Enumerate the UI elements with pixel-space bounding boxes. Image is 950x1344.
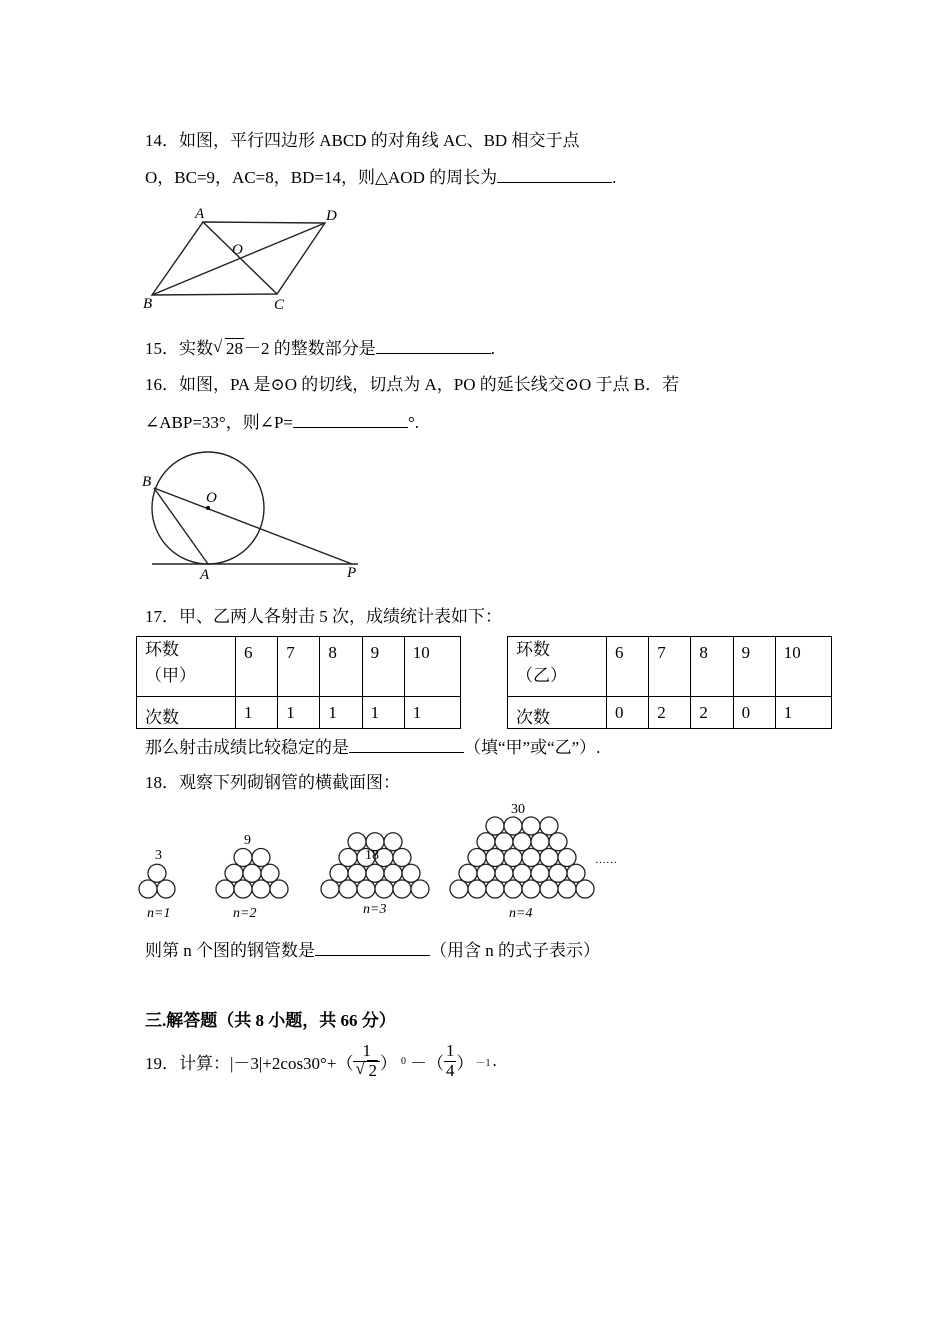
row-label-cell: 次数 [508, 697, 607, 729]
row-label-cell: 次数 [137, 697, 236, 729]
q19-mid3: ） [456, 1053, 474, 1073]
ring-cell: 6 [607, 637, 649, 697]
q18-text: 18．观察下列砌钢管的横截面图： [145, 773, 400, 792]
header-label-line1: 环数 [145, 640, 179, 659]
pipe-circle [411, 880, 429, 898]
table-row [508, 637, 832, 697]
q19-sqrt [355, 1058, 378, 1081]
q19-frac2-denominator: 4 [445, 1060, 455, 1080]
q16-line1: 16．如图，PA 是⊙O 的切线，切点为 A，PO 的延长线交⊙O 于点 B．若 [145, 375, 680, 394]
pipe-circle [321, 880, 339, 898]
pipe-circle [384, 833, 402, 851]
q18-answer-prefix: 则第 n 个图的钢管数是 [145, 941, 315, 960]
pipe-circle [468, 849, 486, 867]
pipe-circle [522, 849, 540, 867]
pipe-circle [504, 817, 522, 835]
ring-cell: 10 [404, 637, 460, 697]
q16-circle-tangent-figure [140, 446, 370, 584]
q16-answer-blank [293, 413, 408, 428]
q17-table-jia [136, 636, 461, 729]
pipe-circle [234, 880, 252, 898]
q18-label-4: n=4 [509, 906, 533, 921]
q17-text: 17．甲、乙两人各射击 5 次，成绩统计表如下： [145, 607, 502, 626]
q17-answer-prefix: 那么射击成绩比较稳定的是 [145, 738, 349, 757]
q14-label-D: D [326, 208, 337, 224]
pipe-circle [549, 864, 567, 882]
count-cell: 2 [691, 697, 733, 729]
pipe-circle [270, 880, 288, 898]
pipe-circle [375, 880, 393, 898]
pipe-circle [504, 849, 522, 867]
pipe-circle [486, 849, 504, 867]
q16-label-B: B [142, 474, 152, 490]
count-cell: 1 [236, 697, 278, 729]
q17-answer-line [145, 733, 600, 758]
pipe-circle [339, 849, 357, 867]
pipe-circle [148, 864, 166, 882]
q14-label-C: C [274, 297, 285, 313]
pipe-circle [486, 880, 504, 898]
pipe-circle [504, 880, 522, 898]
pipe-circle [567, 864, 585, 882]
pipe-circle [576, 880, 594, 898]
q19-line [145, 1042, 497, 1080]
q18-answer-line [145, 936, 600, 961]
pipe-circle [348, 833, 366, 851]
q18-pipes-figure [135, 795, 625, 925]
q18-label-1: n=1 [147, 906, 171, 921]
q14-line1: 14．如图，平行四边形 ABCD 的对角线 AC、BD 相交于点 [145, 131, 580, 150]
pipe-circle [531, 864, 549, 882]
sqrt-icon: √ [213, 337, 223, 356]
q18-count-4: 30 [511, 802, 525, 817]
q18-ellipsis: …… [595, 854, 617, 866]
pipe-circle [522, 817, 540, 835]
q19-exp1: 0 [400, 1055, 406, 1067]
q18-answer-suffix: （用含 n 的式子表示） [430, 941, 600, 960]
q17-answer-suffix: （填“甲”或“乙”）. [464, 738, 601, 757]
q19-prefix: 19．计算：|－3|+2cos30°+（ [145, 1053, 354, 1073]
header-label-cell [508, 637, 607, 697]
q16-line2 [145, 408, 419, 433]
pipe-circle [243, 864, 261, 882]
pipe-circle [139, 880, 157, 898]
q15-end: . [490, 339, 495, 358]
header-label-line2: （乙） [516, 666, 567, 685]
section3-title: 三.解答题（共 8 小题，共 66 分） [145, 1011, 396, 1030]
count-cell: 1 [320, 697, 362, 729]
pipe-circle [495, 864, 513, 882]
count-cell: 1 [278, 697, 320, 729]
q14-parallelogram-figure [140, 202, 350, 314]
q19-fraction-1 [353, 1042, 380, 1080]
q16-line2-end: °. [408, 413, 420, 432]
pipe-circle [558, 880, 576, 898]
q16-label-O: O [206, 490, 217, 506]
q15-suffix: －2 的整数部分是 [244, 339, 376, 358]
q15-answer-blank [376, 339, 491, 354]
pipe-circle [468, 880, 486, 898]
pipe-circle [513, 864, 531, 882]
pipe-circle [366, 864, 384, 882]
q19-mid1: ） [379, 1053, 397, 1073]
ring-cell: 10 [775, 637, 831, 697]
pipe-circle [216, 880, 234, 898]
q14-line2 [145, 163, 616, 188]
q18-count-1: 3 [155, 848, 162, 863]
q14-label-B: B [143, 296, 153, 312]
q14-line2-end: . [612, 168, 617, 187]
count-cell: 2 [649, 697, 691, 729]
q18-label-3: n=3 [363, 902, 387, 917]
q17-answer-blank [349, 738, 464, 753]
ring-cell: 9 [733, 637, 775, 697]
ring-cell: 9 [362, 637, 404, 697]
q16-label-P: P [347, 565, 357, 581]
q14-line2-text: O，BC=9，AC=8，BD=14，则△AOD 的周长为 [145, 168, 498, 187]
q15-line [145, 334, 495, 359]
q15-prefix: 15．实数 [145, 339, 213, 358]
q14-label-A: A [195, 206, 205, 222]
q15-radicand: 28 [226, 339, 243, 358]
pipe-circle [252, 880, 270, 898]
q18-count-3: 18 [365, 848, 379, 863]
count-cell: 0 [607, 697, 649, 729]
q17-table-yi [507, 636, 832, 729]
ring-cell: 7 [278, 637, 320, 697]
q15-sqrt [213, 339, 244, 359]
pipe-circle [225, 864, 243, 882]
q19-end: . [492, 1051, 497, 1071]
pipe-circle [558, 849, 576, 867]
header-label-line2: （甲） [145, 666, 196, 685]
count-cell: 0 [733, 697, 775, 729]
q19-frac1-numerator: 1 [353, 1042, 380, 1062]
pipe-circle [522, 880, 540, 898]
ring-cell: 8 [320, 637, 362, 697]
ring-cell: 8 [691, 637, 733, 697]
pipe-circle [384, 864, 402, 882]
q18-count-2: 9 [244, 833, 251, 848]
pipe-circle [330, 864, 348, 882]
table-row [137, 697, 461, 729]
count-cell: 1 [404, 697, 460, 729]
ring-cell: 6 [236, 637, 278, 697]
pipe-circle [531, 833, 549, 851]
q19-fraction-2 [444, 1042, 457, 1080]
ring-cell: 7 [649, 637, 691, 697]
pipe-circle [540, 817, 558, 835]
pipe-circle [261, 864, 279, 882]
pipe-circle [357, 880, 375, 898]
q19-mid2: －（ [409, 1053, 444, 1073]
q16-line2-text: ∠ABP=33°，则∠P= [145, 413, 293, 432]
pipe-circle [513, 833, 531, 851]
pipe-circle [402, 864, 420, 882]
q18-answer-blank [315, 941, 430, 956]
q18-label-2: n=2 [233, 906, 257, 921]
table-row [137, 637, 461, 697]
pipe-circle [393, 880, 411, 898]
pipe-circle [540, 880, 558, 898]
pipe-circle [495, 833, 513, 851]
table-row [508, 697, 832, 729]
header-label-cell [137, 637, 236, 697]
header-label-line1: 环数 [516, 640, 550, 659]
pipe-circle [486, 817, 504, 835]
count-cell: 1 [775, 697, 831, 729]
pipe-circle [549, 833, 567, 851]
pipe-circle [234, 849, 252, 867]
q19-frac2-numerator: 1 [445, 1041, 455, 1060]
sqrt-icon: √ [355, 1058, 365, 1078]
q19-frac1-denominator [353, 1058, 380, 1081]
pipe-circle [252, 849, 270, 867]
pipe-circle [477, 833, 495, 851]
pipe-circle [348, 864, 366, 882]
q19-radicand: 2 [368, 1060, 377, 1080]
pipe-circle [339, 880, 357, 898]
q14-label-O: O [232, 242, 243, 258]
pipe-circle [459, 864, 477, 882]
pipe-circle [393, 849, 411, 867]
count-cell: 1 [362, 697, 404, 729]
pipe-circle [450, 880, 468, 898]
pipe-circle [477, 864, 495, 882]
q14-answer-blank [497, 168, 612, 183]
pipe-circle [540, 849, 558, 867]
q19-exp2: －1 [475, 1057, 491, 1069]
q16-label-A: A [200, 567, 210, 583]
pipe-circle [157, 880, 175, 898]
